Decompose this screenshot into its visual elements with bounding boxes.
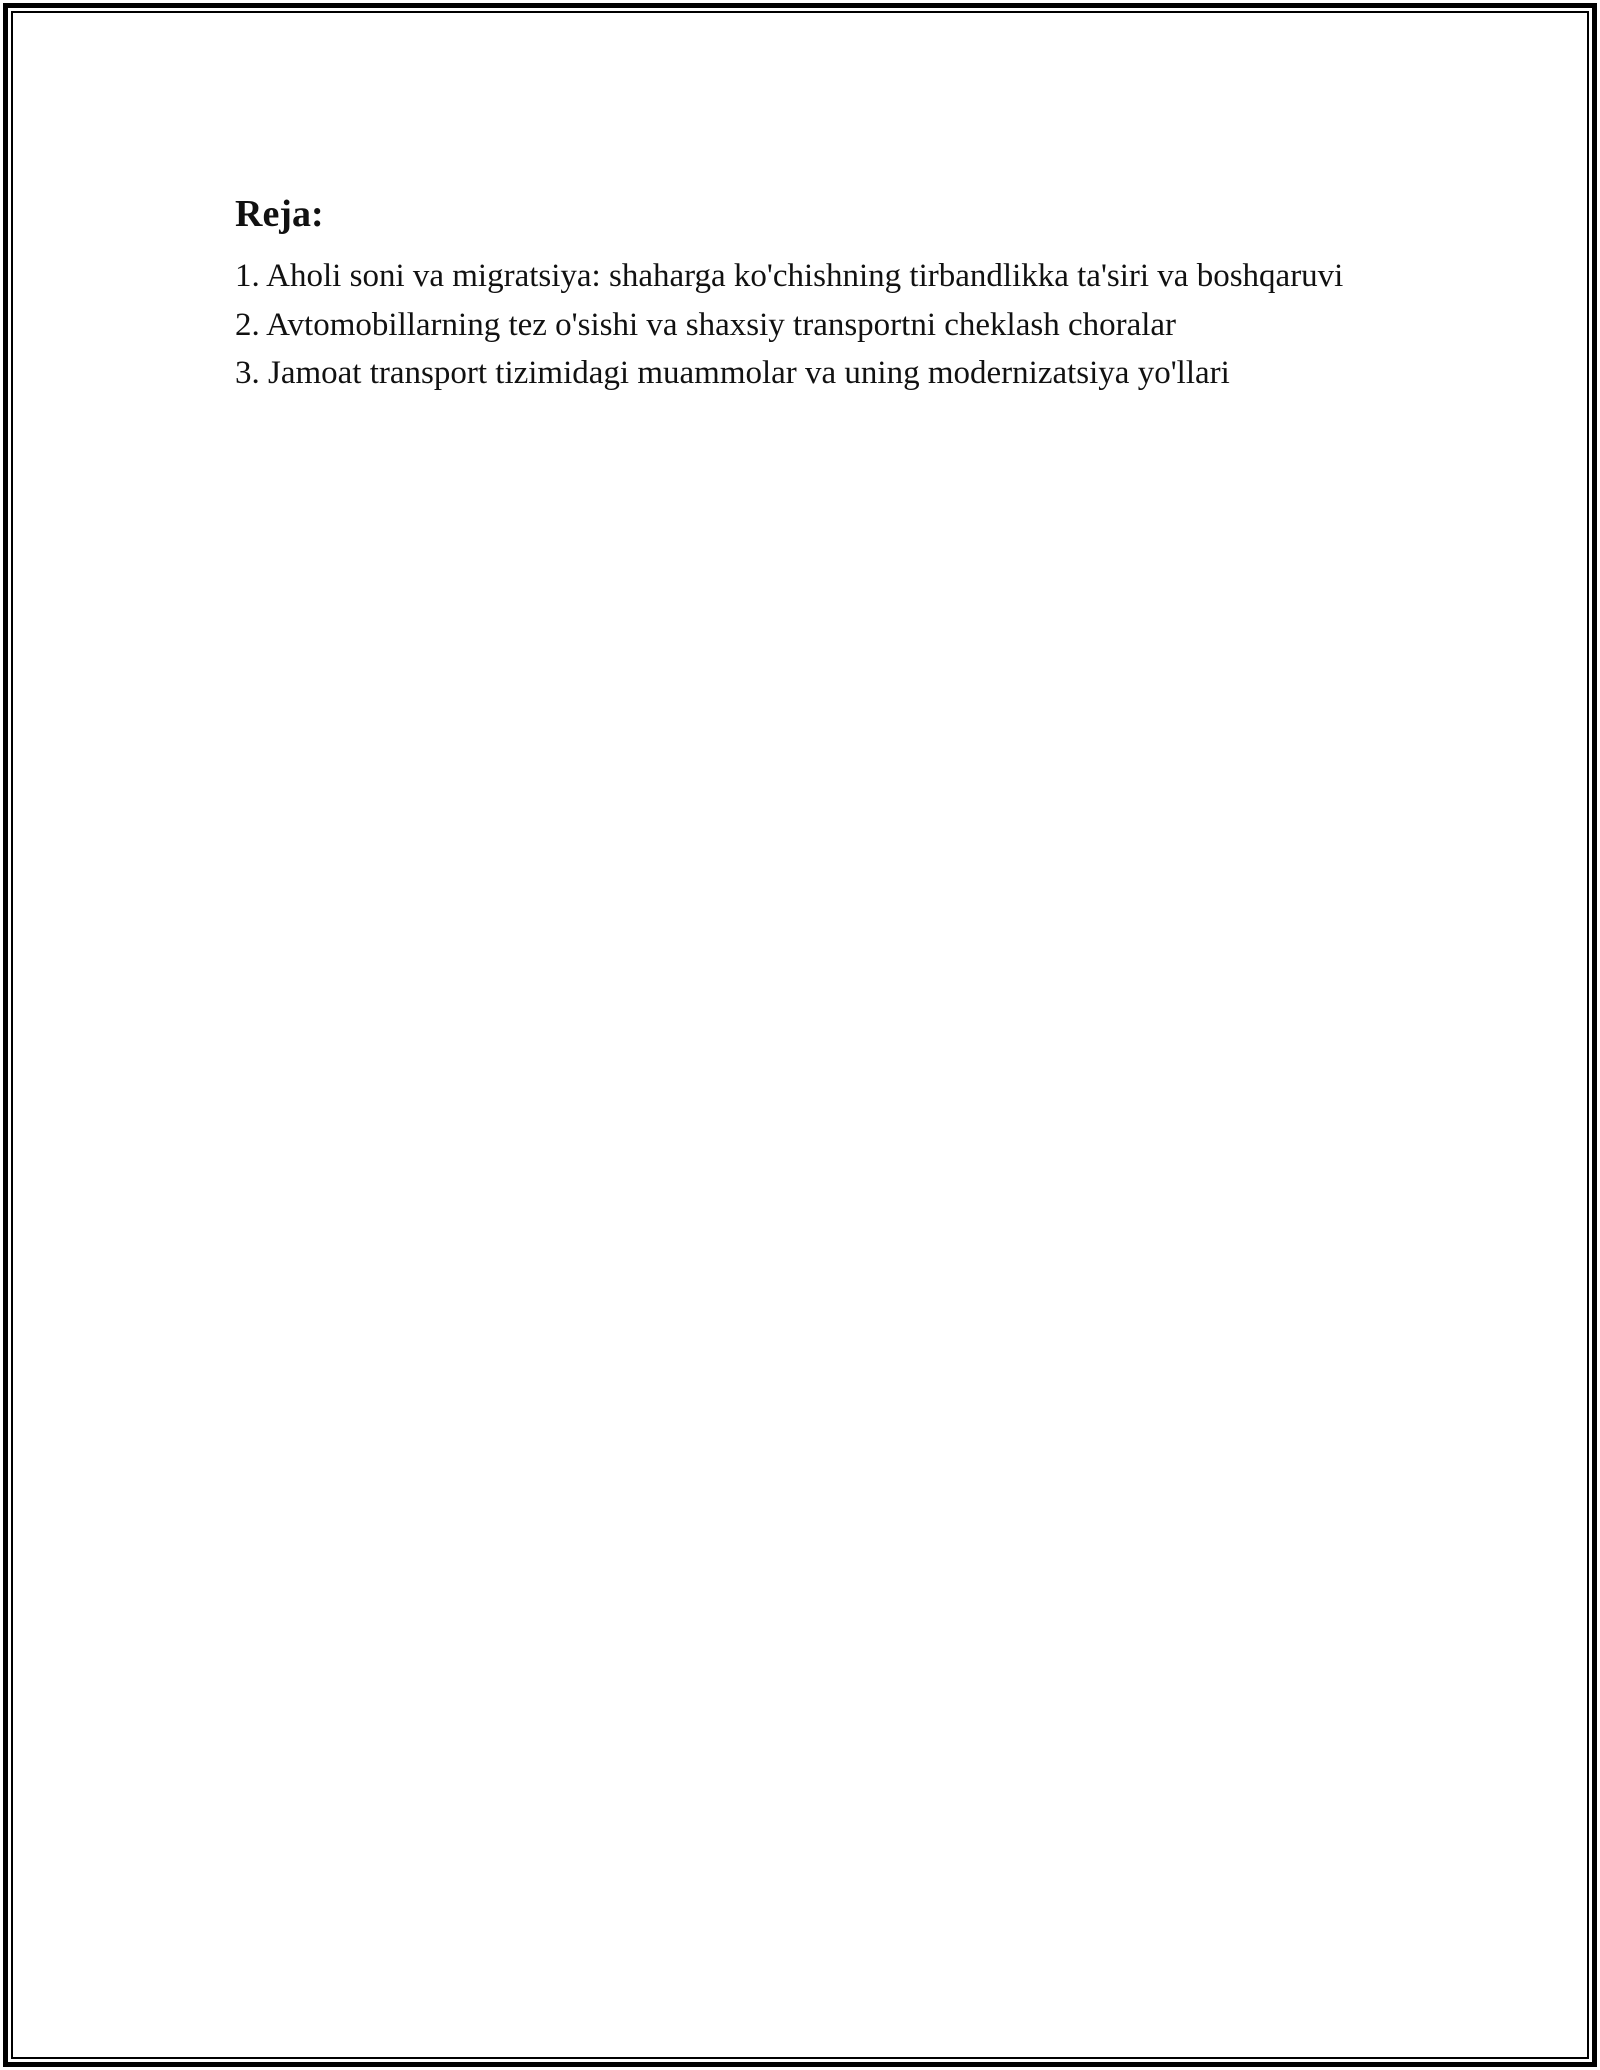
plan-item-2: 2. Avtomobillarning tez o'sishi va shaxsiy transportni cheklash choralar — [235, 306, 1177, 343]
plan-list — [235, 252, 1395, 398]
plan-heading: Reja: — [235, 193, 324, 235]
plan-item-1: 1. Aholi soni va migratsiya: shaharga ko'chishning tirbandlikka ta'siri va boshqaruvi — [235, 258, 1344, 294]
document-content — [235, 186, 1395, 398]
plan-item-3: 3. Jamoat transport tizimidagi muammolar va uning modernizatsiya yo'llari — [235, 355, 1230, 391]
